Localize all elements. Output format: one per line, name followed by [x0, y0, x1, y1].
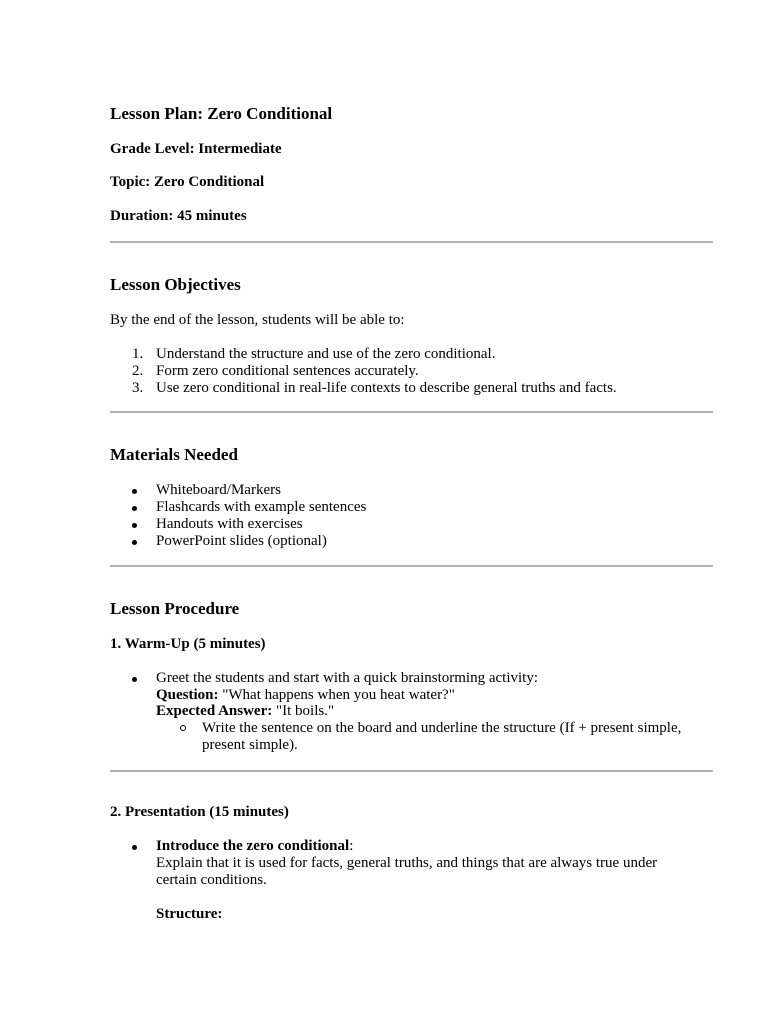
material-text: Whiteboard/Markers: [156, 482, 281, 498]
objectives-heading: Lesson Objectives: [110, 275, 241, 294]
bullet-icon: [132, 489, 137, 494]
objective-number: 2.: [132, 363, 144, 379]
bullet-icon: [132, 540, 137, 545]
hollow-bullet-icon: [180, 725, 186, 731]
divider: [110, 770, 713, 772]
warmup-heading: 1. Warm-Up (5 minutes): [110, 636, 266, 652]
presentation-colon: :: [349, 838, 354, 854]
objective-number: 3.: [132, 380, 144, 396]
materials-heading: Materials Needed: [110, 445, 238, 464]
objectives-intro: By the end of the lesson, students will be able to:: [110, 312, 405, 328]
subitem-text: present simple).: [202, 737, 298, 753]
bullet-icon: [132, 506, 137, 511]
material-text: Handouts with exercises: [156, 516, 303, 532]
bullet-icon: [132, 677, 137, 682]
warmup-text: Greet the students and start with a quick brainstorming activity:: [156, 670, 538, 686]
explain-text: certain conditions.: [156, 872, 267, 888]
material-text: Flashcards with example sentences: [156, 499, 367, 515]
material-text: PowerPoint slides (optional): [156, 533, 327, 549]
objective-number: 1.: [132, 346, 144, 362]
bullet-icon: [132, 845, 137, 850]
presentation-label: Introduce the zero conditional: [156, 838, 350, 854]
bullet-icon: [132, 523, 137, 528]
objective-text: Understand the structure and use of the zero conditional.: [156, 346, 496, 362]
document-title: Lesson Plan: Zero Conditional: [110, 104, 333, 123]
presentation-heading: 2. Presentation (15 minutes): [110, 804, 289, 820]
answer-label: Expected Answer:: [156, 703, 273, 719]
grade-level: Grade Level: Intermediate: [110, 141, 282, 157]
question-text: "What happens when you heat water?": [218, 687, 455, 703]
explain-text: Explain that it is used for facts, general truths, and things that are always true under: [156, 855, 658, 871]
subitem-text: Write the sentence on the board and underline the structure (If + present simple,: [202, 720, 682, 736]
divider: [110, 565, 713, 567]
objective-text: Use zero conditional in real-life contexts to describe general truths and facts.: [156, 380, 617, 396]
topic: Topic: Zero Conditional: [110, 174, 265, 190]
answer-text: "It boils.": [272, 703, 335, 719]
structure-label-text: Structure:: [156, 906, 223, 922]
procedure-heading: Lesson Procedure: [110, 599, 240, 618]
question-label: Question:: [156, 687, 219, 703]
divider: [110, 241, 713, 243]
divider: [110, 411, 713, 413]
objective-text: Form zero conditional sentences accurately.: [156, 363, 419, 379]
duration: Duration: 45 minutes: [110, 208, 247, 224]
